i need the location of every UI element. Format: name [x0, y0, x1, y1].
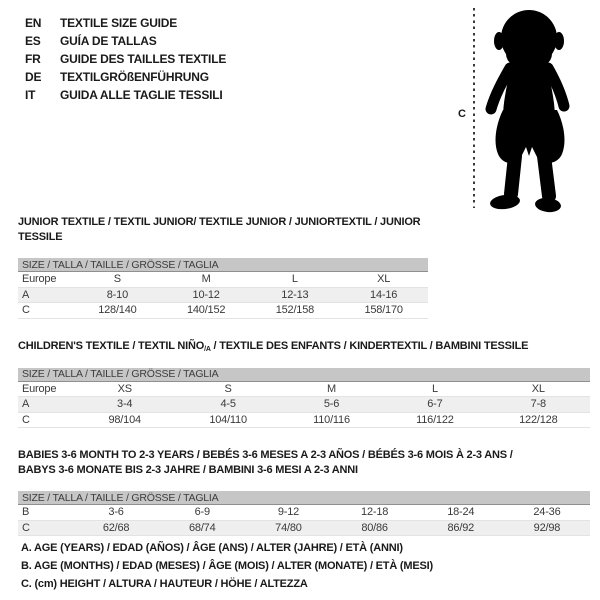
- size-tables: [18, 215, 590, 556]
- size-cell: 152/158: [275, 304, 315, 317]
- row-label: Europe: [22, 273, 57, 286]
- size-header-label: SIZE / TALLA / TAILLE / GRÖSSE / TAGLIA: [22, 491, 219, 504]
- size-cell: 3-6: [108, 506, 124, 519]
- table-title-line: CHILDREN'S TEXTILE / TEXTIL $NIÑO_{/A}$ / TEXTILE DES ENFANTS / KINDERTEXTIL / BAMBINI TESSILE: [18, 339, 529, 353]
- table-title: [18, 448, 590, 478]
- size-cell: L: [431, 382, 438, 395]
- height-figure: [455, 6, 590, 216]
- table-row: [18, 303, 428, 319]
- size-cell: 140/152: [186, 304, 226, 317]
- size-header-label: SIZE / TALLA / TAILLE / GRÖSSE / TAGLIA: [22, 258, 219, 271]
- row-label: C: [22, 521, 30, 534]
- size-cell: L: [291, 273, 298, 286]
- size-cell: 6-7: [427, 398, 443, 411]
- guide-title-es: GUÍA DE TALLAS: [60, 34, 157, 48]
- size-cell: 80/86: [361, 521, 388, 534]
- language-row-en: [25, 14, 226, 32]
- table-row: [18, 272, 428, 288]
- table-row: [18, 413, 590, 429]
- language-code: ES: [25, 34, 41, 48]
- size-cell: 86/92: [447, 521, 475, 534]
- row-label: A: [22, 398, 30, 411]
- size-cell: XS: [117, 382, 132, 395]
- language-code: EN: [25, 16, 42, 30]
- guide-title-en: TEXTILE SIZE GUIDE: [60, 16, 178, 30]
- size-cell: 92/98: [533, 521, 561, 534]
- size-cell: 110/116: [313, 413, 350, 426]
- table-rows: [18, 272, 428, 319]
- language-row-es: [25, 32, 226, 50]
- size-table: [18, 448, 590, 536]
- table-row: [18, 521, 590, 537]
- footnotes: [21, 539, 433, 593]
- size-cell: XL: [531, 382, 545, 395]
- guide-title-de: TEXTILGRÖßENFÜHRUNG: [60, 70, 209, 84]
- table-title-line: BABIES 3-6 MONTH TO 2-3 YEARS / BEBÉS 3-6 MESES A 2-3 AÑOS / BÉBÉS 3-6 MOIS À 2-3 ANS /: [18, 449, 513, 461]
- size-cell: 18-24: [447, 506, 475, 519]
- language-row-fr: [25, 50, 226, 68]
- footnote-c: C. (cm) HEIGHT / ALTURA / HAUTEUR / HÖHE / ALTEZZA: [21, 578, 308, 590]
- size-cell: 74/80: [275, 521, 302, 534]
- size-cell: 128/140: [98, 304, 137, 317]
- size-table: [18, 215, 428, 319]
- size-cell: S: [113, 273, 121, 286]
- height-dashed-line: [473, 8, 475, 208]
- language-code: IT: [25, 88, 36, 102]
- row-label: A: [22, 288, 30, 301]
- size-cell: 158/170: [364, 304, 403, 317]
- table-row: [18, 382, 590, 398]
- size-cell: S: [224, 382, 232, 395]
- language-row-it: [25, 86, 226, 104]
- toddler-silhouette-icon: [480, 6, 585, 214]
- size-cell: 14-16: [370, 288, 398, 301]
- size-cell: XL: [377, 273, 391, 286]
- size-cell: 62/68: [102, 521, 130, 534]
- language-list: [25, 14, 226, 104]
- size-cell: 12-18: [361, 506, 389, 519]
- row-label: C: [22, 304, 30, 317]
- size-cell: 116/122: [416, 413, 454, 426]
- table-row: [18, 505, 590, 521]
- size-cell: 68/74: [188, 521, 216, 534]
- footnote-b: B. AGE (MONTHS) / EDAD (MESES) / ÂGE (MOIS) / ALTER (MONATE) / ETÀ (MESI): [21, 560, 433, 572]
- language-row-de: [25, 68, 226, 86]
- size-cell: 7-8: [530, 398, 546, 411]
- size-table: [18, 339, 590, 429]
- size-cell: 5-6: [323, 398, 340, 411]
- size-cell: M: [201, 273, 211, 286]
- guide-title-it: GUIDA ALLE TAGLIE TESSILI: [60, 88, 223, 102]
- size-cell: M: [327, 382, 336, 395]
- row-label: Europe: [22, 382, 57, 395]
- table-title-line: JUNIOR TEXTILE / TEXTIL JUNIOR/ TEXTILE JUNIOR / JUNIORTEXTIL / JUNIOR TESSILE: [18, 216, 421, 243]
- table-rows: [18, 505, 590, 536]
- table-title: [18, 339, 590, 355]
- size-header-bar: [18, 491, 590, 505]
- table-rows: [18, 382, 590, 429]
- height-measure-label: C: [458, 108, 466, 120]
- size-header-bar: [18, 368, 590, 382]
- size-cell: 9-12: [277, 506, 300, 519]
- size-cell: 98/104: [108, 413, 141, 426]
- size-cell: 12-13: [281, 288, 309, 301]
- row-label: B: [22, 506, 30, 519]
- size-cell: 6-9: [194, 506, 210, 519]
- size-cell: 3-4: [117, 398, 133, 411]
- size-cell: 4-5: [220, 398, 236, 411]
- language-code: DE: [25, 70, 42, 84]
- size-cell: 122/128: [519, 413, 558, 426]
- size-header-label: SIZE / TALLA / TAILLE / GRÖSSE / TAGLIA: [22, 368, 219, 380]
- size-cell: 24-36: [533, 506, 561, 519]
- table-title: [18, 215, 428, 245]
- size-cell: 10-12: [192, 288, 220, 301]
- language-code: FR: [25, 52, 41, 66]
- table-title-line: BABYS 3-6 MONATE BIS 2-3 JAHRE / BAMBINI 3-6 MESI A 2-3 ANNI: [18, 464, 358, 476]
- size-cell: 104/110: [209, 413, 247, 426]
- table-row: [18, 397, 590, 413]
- guide-title-fr: GUIDE DES TAILLES TEXTILE: [60, 52, 227, 66]
- size-cell: 8-10: [106, 288, 128, 301]
- table-row: [18, 288, 428, 304]
- row-label: C: [22, 413, 30, 426]
- footnote-a: A. AGE (YEARS) / EDAD (AÑOS) / ÂGE (ANS) / ALTER (JAHRE) / ETÀ (ANNI): [21, 542, 403, 554]
- size-header-bar: [18, 258, 428, 272]
